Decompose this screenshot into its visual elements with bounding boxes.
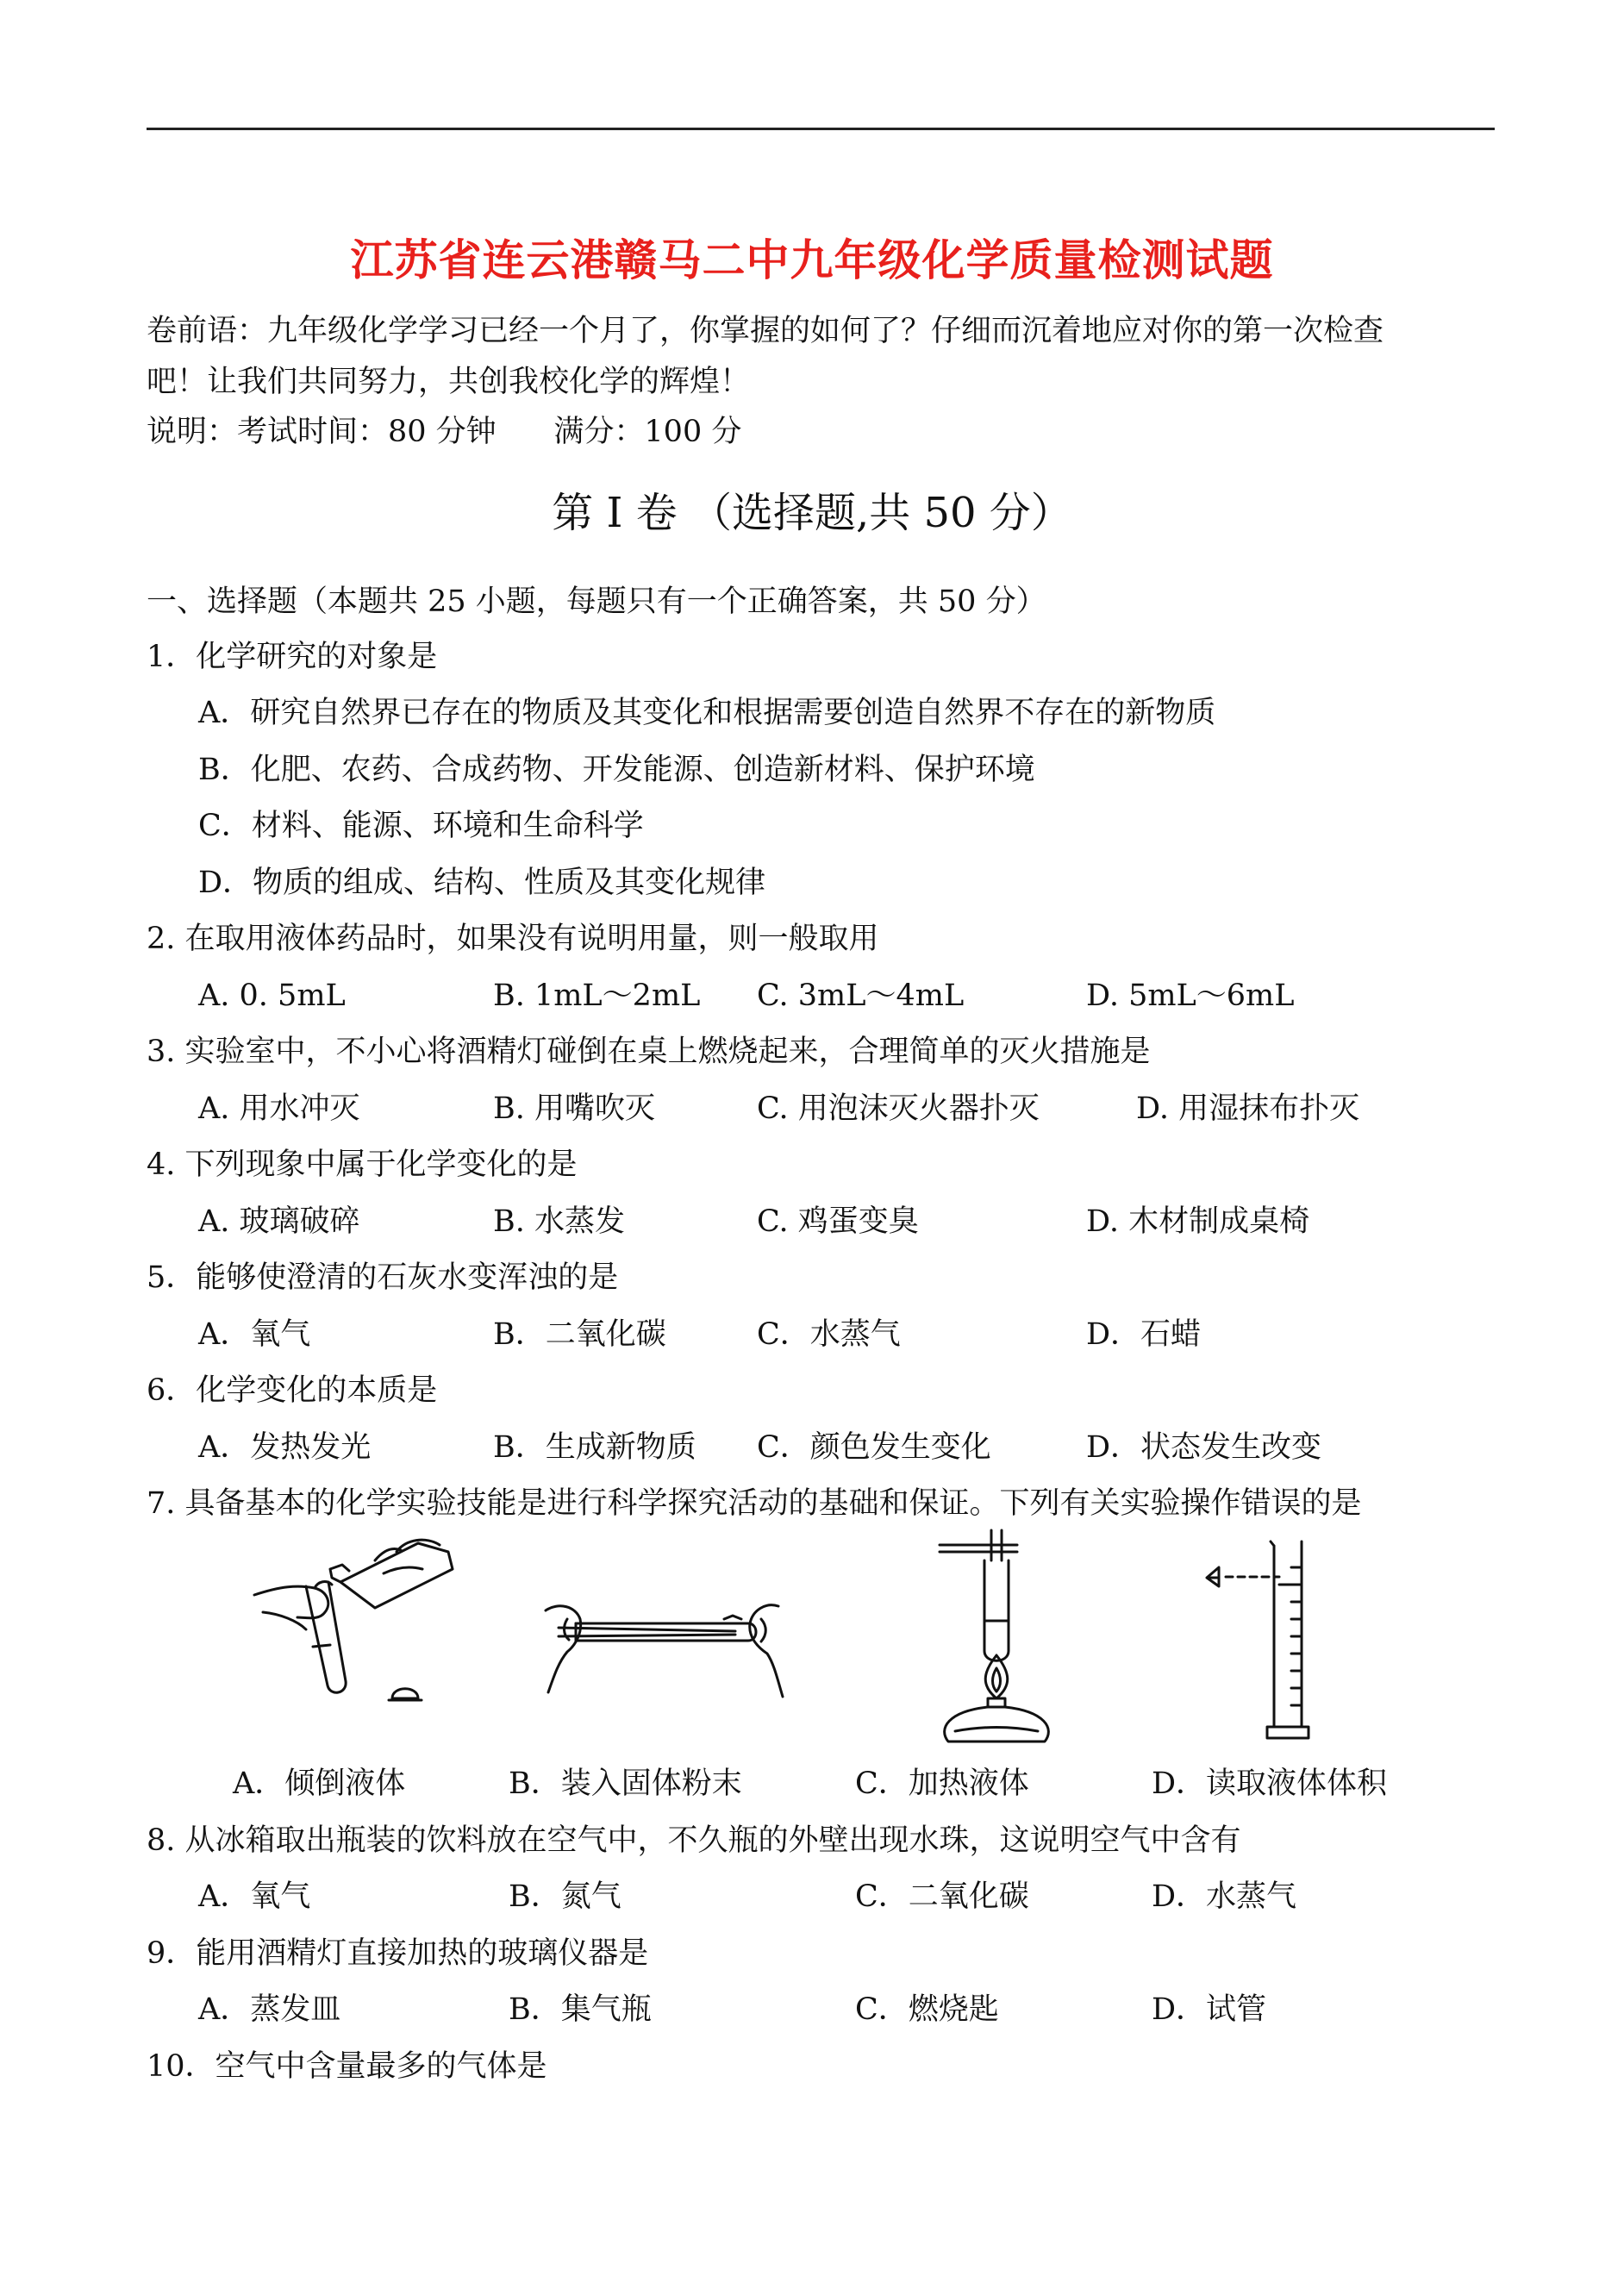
question-2-option-d[interactable]: D. 5mL～6mL <box>1086 979 1295 1013</box>
question-7-option-c[interactable]: C．加热液体 <box>855 1767 1029 1801</box>
question-5-option-d[interactable]: D．石蜡 <box>1086 1317 1202 1352</box>
page-title: 江苏省连云港赣马二中九年级化学质量检测试题 <box>350 235 1274 285</box>
question-3-option-d[interactable]: D. 用湿抹布扑灭 <box>1136 1091 1360 1126</box>
question-9-option-c[interactable]: C．燃烧匙 <box>855 1992 999 2027</box>
question-3-option-c[interactable]: C. 用泡沫灭火器扑灭 <box>757 1091 1040 1126</box>
question-4-option-d[interactable]: D. 木材制成桌椅 <box>1086 1204 1310 1239</box>
question-1-option-d[interactable]: D．物质的组成、结构、性质及其变化规律 <box>198 866 766 900</box>
question-1-option-c[interactable]: C．材料、能源、环境和生命科学 <box>198 809 644 843</box>
part-heading: 一、选择题（本题共 25 小题，每题只有一个正确答案，共 50 分） <box>147 585 1046 619</box>
question-3-stem: 3. 实验室中，不小心将酒精灯碰倒在桌上燃烧起来，合理简单的灭火措施是 <box>147 1035 1151 1069</box>
question-8-option-d[interactable]: D．水蒸气 <box>1152 1879 1297 1914</box>
pouring-liquid-figure <box>246 1535 470 1716</box>
question-9-option-b[interactable]: B．集气瓶 <box>509 1992 652 2027</box>
question-7-option-b[interactable]: B．装入固体粉末 <box>509 1767 742 1801</box>
reading-volume-figure <box>1198 1533 1327 1748</box>
question-8-option-c[interactable]: C．二氧化碳 <box>855 1879 1029 1914</box>
question-3-option-b[interactable]: B. 用嘴吹灭 <box>493 1091 655 1126</box>
question-8-option-a[interactable]: A．氧气 <box>198 1879 311 1914</box>
question-5-option-c[interactable]: C．水蒸气 <box>757 1317 901 1352</box>
question-9-option-a[interactable]: A．蒸发皿 <box>198 1992 341 2027</box>
header-rule <box>147 128 1495 130</box>
preface-line-2: 吧！让我们共同努力，共创我校化学的辉煌！ <box>147 365 751 399</box>
question-9-option-d[interactable]: D．试管 <box>1152 1992 1267 2027</box>
heating-liquid-figure <box>931 1526 1052 1750</box>
volume-heading: 第 Ⅰ 卷 （选择题,共 50 分） <box>552 489 1072 537</box>
question-5-option-a[interactable]: A．氧气 <box>198 1317 311 1352</box>
question-6-stem: 6．化学变化的本质是 <box>147 1373 438 1408</box>
question-1-option-b[interactable]: B．化肥、农药、合成药物、开发能源、创造新材料、保护环境 <box>198 753 1035 787</box>
question-7-stem: 7. 具备基本的化学实验技能是进行科学探究活动的基础和保证。下列有关实验操作错误的是 <box>147 1486 1362 1521</box>
question-1-stem: 1．化学研究的对象是 <box>147 640 438 674</box>
question-7-option-a[interactable]: A．倾倒液体 <box>233 1767 406 1801</box>
question-2-option-b[interactable]: B. 1mL～2mL <box>493 979 701 1013</box>
preface-line-1: 卷前语：九年级化学学习已经一个月了，你掌握的如何了？仔细而沉着地应对你的第一次检查 <box>147 314 1384 348</box>
question-2-stem: 2. 在取用液体药品时，如果没有说明用量，则一般取用 <box>147 922 879 956</box>
question-6-option-a[interactable]: A．发热发光 <box>198 1430 372 1465</box>
question-10-stem: 10．空气中含量最多的气体是 <box>147 2049 547 2084</box>
loading-powder-figure <box>541 1585 791 1705</box>
question-4-option-a[interactable]: A. 玻璃破碎 <box>198 1204 360 1239</box>
question-6-option-d[interactable]: D．状态发生改变 <box>1086 1430 1322 1465</box>
question-6-option-c[interactable]: C．颜色发生变化 <box>757 1430 991 1465</box>
question-2-option-c[interactable]: C. 3mL～4mL <box>757 979 965 1013</box>
question-4-stem: 4. 下列现象中属于化学变化的是 <box>147 1148 578 1182</box>
question-7-option-d[interactable]: D．读取液体体积 <box>1152 1767 1388 1801</box>
question-5-option-b[interactable]: B．二氧化碳 <box>493 1317 666 1352</box>
question-4-option-c[interactable]: C. 鸡蛋变臭 <box>757 1204 919 1239</box>
question-6-option-b[interactable]: B．生成新物质 <box>493 1430 696 1465</box>
question-8-stem: 8. 从冰箱取出瓶装的饮料放在空气中，不久瓶的外壁出现水珠，这说明空气中含有 <box>147 1823 1241 1858</box>
question-2-option-a[interactable]: A. 0. 5mL <box>198 979 346 1013</box>
question-1-option-a[interactable]: A．研究自然界已存在的物质及其变化和根据需要创造自然界不存在的新物质 <box>198 696 1216 730</box>
question-4-option-b[interactable]: B. 水蒸发 <box>493 1204 625 1239</box>
question-9-stem: 9．能用酒精灯直接加热的玻璃仪器是 <box>147 1936 649 1971</box>
exam-info: 说明：考试时间：80 分钟 满分：100 分 <box>147 415 742 449</box>
question-5-stem: 5．能够使澄清的石灰水变浑浊的是 <box>147 1260 619 1295</box>
question-8-option-b[interactable]: B．氮气 <box>509 1879 621 1914</box>
question-3-option-a[interactable]: A. 用水冲灭 <box>198 1091 360 1126</box>
